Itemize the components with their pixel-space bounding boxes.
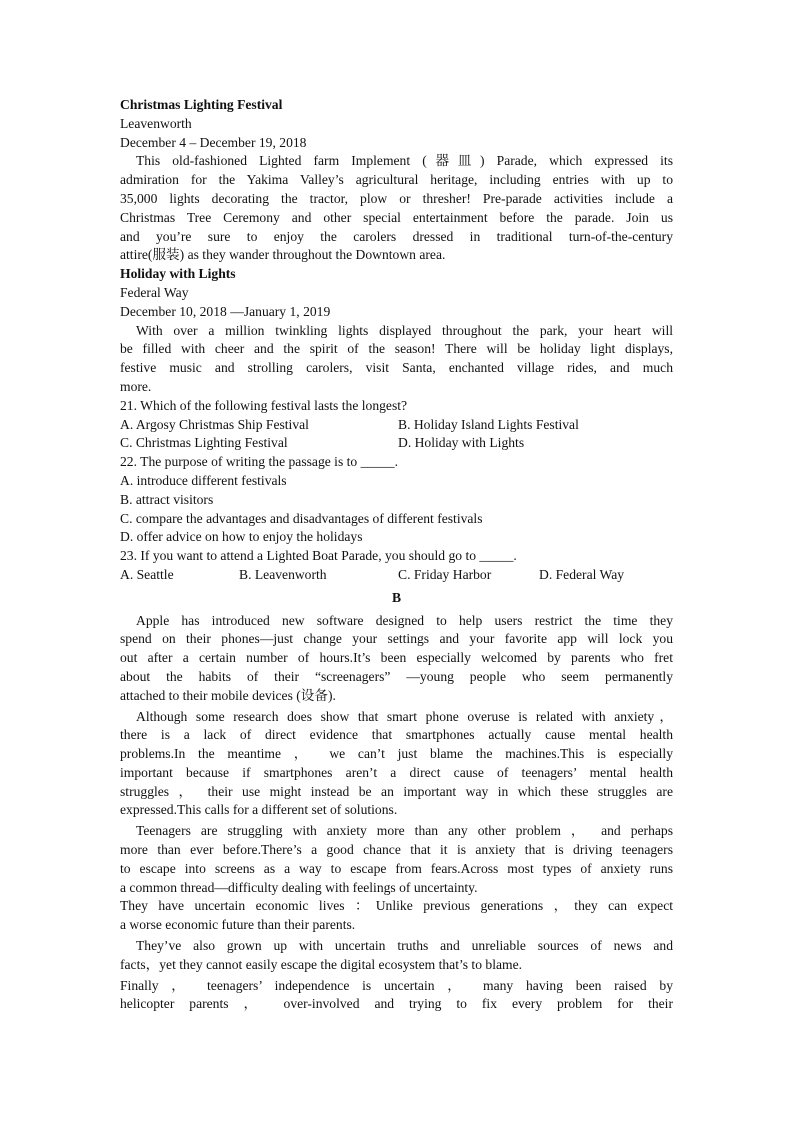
option-row bbox=[120, 566, 673, 585]
text-line: They’ve also grown up with uncertain truths and unreliable sources of news and bbox=[136, 938, 673, 954]
text-line: struggles ， their use might instead be an important way in which these struggles are bbox=[120, 783, 673, 799]
text-line: out after a certain number of hours.It’s been especially welcomed by parents who fret bbox=[120, 650, 673, 666]
question-stem: 21. Which of the following festival lasts the longest? bbox=[120, 397, 408, 413]
text-line: Finally ， teenagers’ independence is uncertain ， many having been raised by bbox=[120, 977, 673, 993]
text-line: attached to their mobile devices (设备). bbox=[120, 687, 336, 703]
text-line: helicopter parents ， over-involved and trying to fix every problem for their bbox=[120, 996, 673, 1012]
paragraph bbox=[120, 977, 673, 1015]
text-line: a worse economic future than their parents. bbox=[120, 917, 356, 933]
text-line: a common thread—difficulty dealing with feelings of uncertainty. bbox=[120, 879, 478, 895]
text-line: about the habits of their “screenagers” —young people who seem permanently bbox=[120, 668, 673, 684]
option: A. introduce different festivals bbox=[120, 472, 287, 488]
text-line: They have uncertain economic lives ：Unlike previous generations ，they can expect bbox=[120, 898, 673, 914]
text-line: facts，yet they cannot easily escape the digital ecosystem that’s to blame. bbox=[120, 956, 523, 972]
text-line: 35,000 lights decorating the tractor, plow or thresher! Pre-parade activities include a bbox=[120, 190, 673, 206]
paragraph bbox=[120, 822, 673, 897]
section-heading: B bbox=[391, 589, 402, 605]
paragraph bbox=[120, 897, 673, 935]
festival-description bbox=[120, 322, 673, 397]
document-page bbox=[120, 96, 673, 1014]
option: B. Leavenworth bbox=[239, 566, 327, 582]
text-line: expressed.This calls for a different set of solutions. bbox=[120, 802, 398, 818]
text-line: Teenagers are struggling with anxiety more than any other problem ， and perhaps bbox=[136, 823, 673, 839]
text-line: important because if smartphones aren’t a direct cause of teenagers’ mental health bbox=[120, 764, 673, 780]
festival-dates: December 10, 2018 —January 1, 2019 bbox=[120, 303, 331, 319]
text-line: more than ever before.There’s a good chance that it is anxiety that is driving teenagers bbox=[120, 842, 673, 858]
option: D. offer advice on how to enjoy the holidays bbox=[120, 529, 363, 545]
paragraph bbox=[120, 937, 673, 975]
text-line: admiration for the Yakima Valley’s agricultural heritage, including entries with up to bbox=[120, 172, 673, 188]
festival-location: Leavenworth bbox=[120, 115, 192, 131]
option: C. compare the advantages and disadvantages of different festivals bbox=[120, 510, 483, 526]
festival-title: Christmas Lighting Festival bbox=[120, 97, 283, 112]
festival-dates: December 4 – December 19, 2018 bbox=[120, 134, 307, 150]
text-line: With over a million twinkling lights displayed throughout the park, your heart will bbox=[136, 322, 673, 338]
text-line: more. bbox=[120, 378, 152, 394]
question-stem: 23. If you want to attend a Lighted Boat Parade, you should go to _____. bbox=[120, 548, 517, 564]
text-line: be filled with cheer and the spirit of the season! There will be holiday light displays, bbox=[120, 341, 673, 357]
option: B. Holiday Island Lights Festival bbox=[398, 416, 579, 432]
option: D. Federal Way bbox=[539, 566, 625, 582]
text-line: Christmas Tree Ceremony and other special entertainment before the parade. Join us bbox=[120, 209, 673, 225]
text-line: Apple has introduced new software designed to help users restrict the time they bbox=[136, 612, 673, 628]
option: D. Holiday with Lights bbox=[398, 435, 525, 451]
option-row bbox=[120, 434, 673, 453]
text-line: spend on their phones—just change your settings and your favorite app will lock you bbox=[120, 631, 673, 647]
text-line: This old-fashioned Lighted farm Implement (器皿) Parade, which expressed its bbox=[136, 153, 673, 169]
option: B. attract visitors bbox=[120, 491, 214, 507]
text-line: attire(服装) as they wander throughout the Downtown area. bbox=[120, 247, 446, 263]
festival-location: Federal Way bbox=[120, 284, 189, 300]
text-line: there is a lack of direct evidence that smartphones actually cause mental health bbox=[120, 727, 673, 743]
option-row bbox=[120, 416, 673, 435]
question-stem: 22. The purpose of writing the passage is to _____. bbox=[120, 454, 399, 470]
paragraph bbox=[120, 708, 673, 821]
text-line: to escape into screens as a way to escape from fears.Across most types of anxiety runs bbox=[120, 860, 673, 876]
festival-description bbox=[120, 152, 673, 265]
text-line: festive music and strolling carolers, visit Santa, enchanted village rides, and much bbox=[120, 360, 673, 376]
option: C. Friday Harbor bbox=[398, 566, 492, 582]
option: A. Argosy Christmas Ship Festival bbox=[120, 416, 309, 432]
festival-title: Holiday with Lights bbox=[120, 266, 236, 282]
text-line: Although some research does show that smart phone overuse is related with anxiety， bbox=[136, 708, 673, 724]
paragraph bbox=[120, 612, 673, 706]
option: C. Christmas Lighting Festival bbox=[120, 435, 288, 451]
text-line: problems.In the meantime ， we can’t just blame the machines.This is especially bbox=[120, 746, 673, 762]
text-line: and you’re sure to enjoy the carolers dressed in traditional turn-of-the-century bbox=[120, 228, 673, 244]
option: A. Seattle bbox=[120, 566, 174, 582]
